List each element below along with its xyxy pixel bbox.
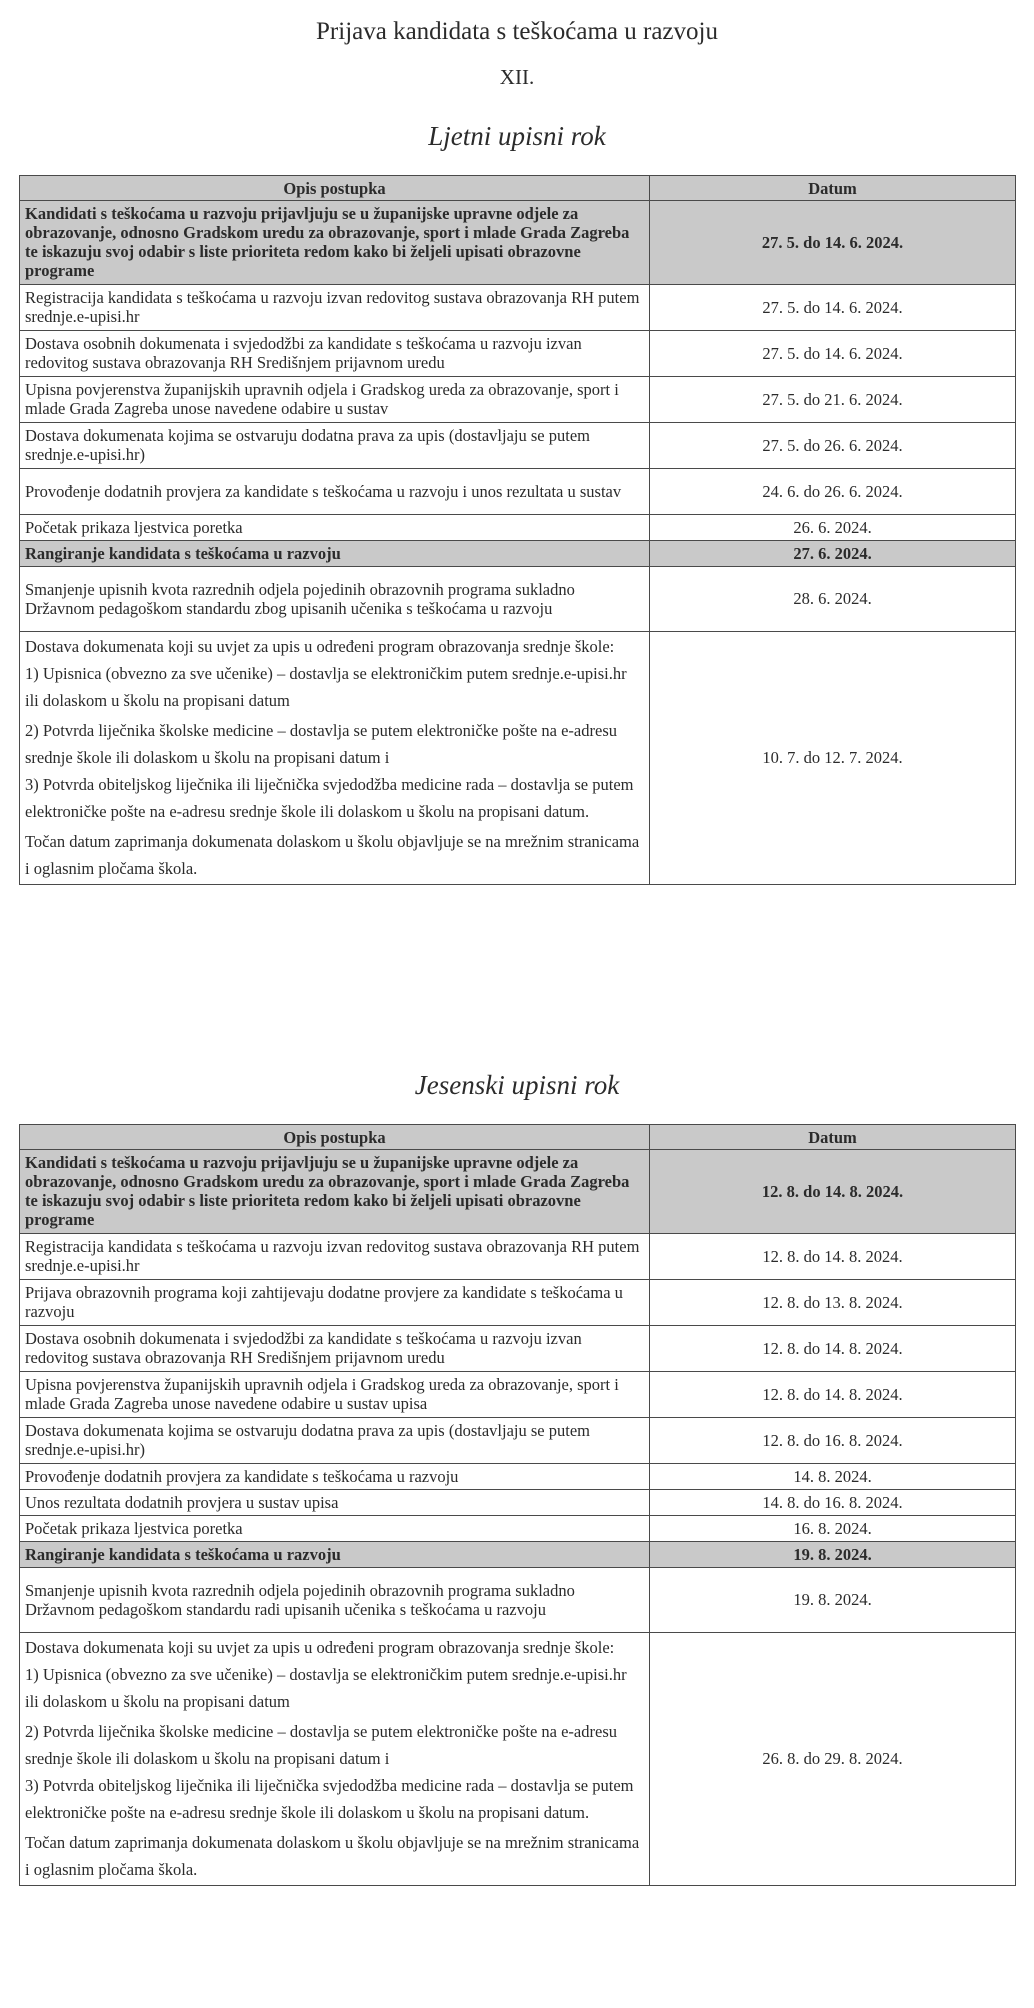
- documents-item-1: 1) Upisnica (obvezno za sve učenike) – dostavlja se elektroničkim putem srednje.e-upisi.hr ili dolaskom u školu na propisani datum: [25, 1665, 627, 1711]
- documents-description: [20, 632, 650, 885]
- row-description: Dostava dokumenata kojima se ostvaruju dodatna prava za upis (dostavljaju se putem srednje.e-upisi.hr): [20, 1418, 650, 1464]
- row-description: Unos rezultata dodatnih provjera u sustav upisa: [20, 1490, 650, 1516]
- row-description: Početak prikaza ljestvica poretka: [20, 515, 650, 541]
- table-row: [20, 1490, 1016, 1516]
- row-description: Dostava dokumenata kojima se ostvaruju dodatna prava za upis (dostavljaju se putem srednje.e-upisi.hr): [20, 423, 650, 469]
- row-date: 27. 5. do 14. 6. 2024.: [650, 285, 1016, 331]
- table-header-row: [20, 176, 1016, 201]
- table-row: [20, 423, 1016, 469]
- table-row: [20, 567, 1016, 632]
- row-description: Prijava obrazovnih programa koji zahtijevaju dodatne provjere za kandidate s teškoćama u razvoju: [20, 1280, 650, 1326]
- documents-intro: Dostava dokumenata koji su uvjet za upis u određeni program obrazovanja srednje škole:: [25, 637, 615, 656]
- table-row: [20, 1516, 1016, 1542]
- section-number: XII.: [499, 65, 535, 89]
- row-description: Rangiranje kandidata s teškoćama u razvoju: [20, 1542, 650, 1568]
- row-date: 26. 8. do 29. 8. 2024.: [650, 1633, 1016, 1886]
- row-date: 26. 6. 2024.: [650, 515, 1016, 541]
- column-header-date: Datum: [650, 1125, 1016, 1150]
- table-row: [20, 1418, 1016, 1464]
- table-row: [20, 1234, 1016, 1280]
- autumn-schedule-table: [19, 1124, 1016, 1886]
- table-row: [20, 469, 1016, 515]
- summer-schedule-table: [19, 175, 1016, 885]
- table-row: [20, 201, 1016, 285]
- column-header-date: Datum: [650, 176, 1016, 201]
- table-row: [20, 1280, 1016, 1326]
- table-row: [20, 331, 1016, 377]
- row-description: Upisna povjerenstva županijskih upravnih odjela i Gradskog ureda za obrazovanje, sport i mlade Grada Zagreba unose navedene odabire u sustav: [20, 377, 650, 423]
- documents-intro: Dostava dokumenata koji su uvjet za upis u određeni program obrazovanja srednje škole:: [25, 1638, 615, 1657]
- row-description: Provođenje dodatnih provjera za kandidate s teškoćama u razvoju i unos rezultata u sustav: [20, 469, 650, 515]
- summer-section-title: Ljetni upisni rok: [428, 121, 606, 151]
- row-description: Registracija kandidata s teškoćama u razvoju izvan redovitog sustava obrazovanja RH putem srednje.e-upisi.hr: [20, 1234, 650, 1280]
- table-row: [20, 1633, 1016, 1886]
- documents-item-2: 2) Potvrda liječnika školske medicine – dostavlja se putem elektroničke pošte na e-adresu srednje škole ili dolaskom u školu na propisani datum i: [25, 1722, 617, 1768]
- row-date: 27. 5. do 26. 6. 2024.: [650, 423, 1016, 469]
- table-row: [20, 515, 1016, 541]
- documents-note: Točan datum zaprimanja dokumenata dolaskom u školu objavljuje se na mrežnim stranicama i oglasnim pločama škola.: [25, 832, 640, 878]
- documents-item-1: 1) Upisnica (obvezno za sve učenike) – dostavlja se elektroničkim putem srednje.e-upisi.hr ili dolaskom u školu na propisani datum: [25, 664, 627, 710]
- documents-item-2: 2) Potvrda liječnika školske medicine – dostavlja se putem elektroničke pošte na e-adresu srednje škole ili dolaskom u školu na propisani datum i: [25, 721, 617, 767]
- table-row: [20, 1542, 1016, 1568]
- row-date: 16. 8. 2024.: [650, 1516, 1016, 1542]
- table-row: [20, 1568, 1016, 1633]
- row-description: Kandidati s teškoćama u razvoju prijavljuju se u županijske upravne odjele za obrazovanje, odnosno Gradskom uredu za obrazovanje, sport i mlade Grada Zagreba te iskazuju svoj odabir s liste prioriteta redom kako bi željeli upisati obrazovne programe: [20, 201, 650, 285]
- documents-description: [20, 1633, 650, 1886]
- row-date: 14. 8. do 16. 8. 2024.: [650, 1490, 1016, 1516]
- page-title: Prijava kandidata s teškoćama u razvoju: [316, 18, 718, 45]
- row-date: 19. 8. 2024.: [650, 1568, 1016, 1633]
- column-header-description: Opis postupka: [20, 176, 650, 201]
- autumn-section-title: Jesenski upisni rok: [414, 1070, 620, 1100]
- table-row: [20, 1464, 1016, 1490]
- table-row: [20, 1150, 1016, 1234]
- row-date: 12. 8. do 13. 8. 2024.: [650, 1280, 1016, 1326]
- row-date: 12. 8. do 14. 8. 2024.: [650, 1234, 1016, 1280]
- table-row: [20, 632, 1016, 885]
- row-description: Početak prikaza ljestvica poretka: [20, 1516, 650, 1542]
- row-description: Kandidati s teškoćama u razvoju prijavljuju se u županijske upravne odjele za obrazovanje, odnosno Gradskom uredu za obrazovanje, sport i mlade Grada Zagreba te iskazuju svoj odabir s liste prioriteta redom kako bi željeli upisati obrazovne programe: [20, 1150, 650, 1234]
- row-date: 12. 8. do 16. 8. 2024.: [650, 1418, 1016, 1464]
- table-row: [20, 377, 1016, 423]
- row-date: 12. 8. do 14. 8. 2024.: [650, 1326, 1016, 1372]
- row-date: 24. 6. do 26. 6. 2024.: [650, 469, 1016, 515]
- row-date: 27. 6. 2024.: [650, 541, 1016, 567]
- row-description: Dostava osobnih dokumenata i svjedodžbi za kandidate s teškoćama u razvoju izvan redovitog sustava obrazovanja RH Središnjem prijavnom uredu: [20, 331, 650, 377]
- documents-note: Točan datum zaprimanja dokumenata dolaskom u školu objavljuje se na mrežnim stranicama i oglasnim pločama škola.: [25, 1833, 640, 1879]
- column-header-description: Opis postupka: [20, 1125, 650, 1150]
- row-date: 27. 5. do 21. 6. 2024.: [650, 377, 1016, 423]
- row-date: 27. 5. do 14. 6. 2024.: [650, 201, 1016, 285]
- row-date: 28. 6. 2024.: [650, 567, 1016, 632]
- row-description: Registracija kandidata s teškoćama u razvoju izvan redovitog sustava obrazovanja RH putem srednje.e-upisi.hr: [20, 285, 650, 331]
- row-description: Rangiranje kandidata s teškoćama u razvoju: [20, 541, 650, 567]
- row-date: 19. 8. 2024.: [650, 1542, 1016, 1568]
- table-row: [20, 1326, 1016, 1372]
- row-date: 10. 7. do 12. 7. 2024.: [650, 632, 1016, 885]
- row-description: Upisna povjerenstva županijskih upravnih odjela i Gradskog ureda za obrazovanje, sport i mlade Grada Zagreba unose navedene odabire u sustav upisa: [20, 1372, 650, 1418]
- table-row: [20, 285, 1016, 331]
- row-date: 27. 5. do 14. 6. 2024.: [650, 331, 1016, 377]
- row-date: 12. 8. do 14. 8. 2024.: [650, 1372, 1016, 1418]
- table-header-row: [20, 1125, 1016, 1150]
- row-description: Provođenje dodatnih provjera za kandidate s teškoćama u razvoju: [20, 1464, 650, 1490]
- row-description: Smanjenje upisnih kvota razrednih odjela pojedinih obrazovnih programa sukladno Državnom pedagoškom standardu zbog upisanih učenika s teškoćama u razvoju: [20, 567, 650, 632]
- table-row: [20, 1372, 1016, 1418]
- row-date: 12. 8. do 14. 8. 2024.: [650, 1150, 1016, 1234]
- row-description: Dostava osobnih dokumenata i svjedodžbi za kandidate s teškoćama u razvoju izvan redovitog sustava obrazovanja RH Središnjem prijavnom uredu: [20, 1326, 650, 1372]
- documents-item-3: 3) Potvrda obiteljskog liječnika ili liječnička svjedodžba medicine rada – dostavlja se putem elektroničke pošte na e-adresu srednje škole ili dolaskom u školu na propisani datum.: [25, 775, 634, 821]
- row-date: 14. 8. 2024.: [650, 1464, 1016, 1490]
- documents-item-3: 3) Potvrda obiteljskog liječnika ili liječnička svjedodžba medicine rada – dostavlja se putem elektroničke pošte na e-adresu srednje škole ili dolaskom u školu na propisani datum.: [25, 1776, 634, 1822]
- row-description: Smanjenje upisnih kvota razrednih odjela pojedinih obrazovnih programa sukladno Državnom pedagoškom standardu radi upisanih učenika s teškoćama u razvoju: [20, 1568, 650, 1633]
- table-row: [20, 541, 1016, 567]
